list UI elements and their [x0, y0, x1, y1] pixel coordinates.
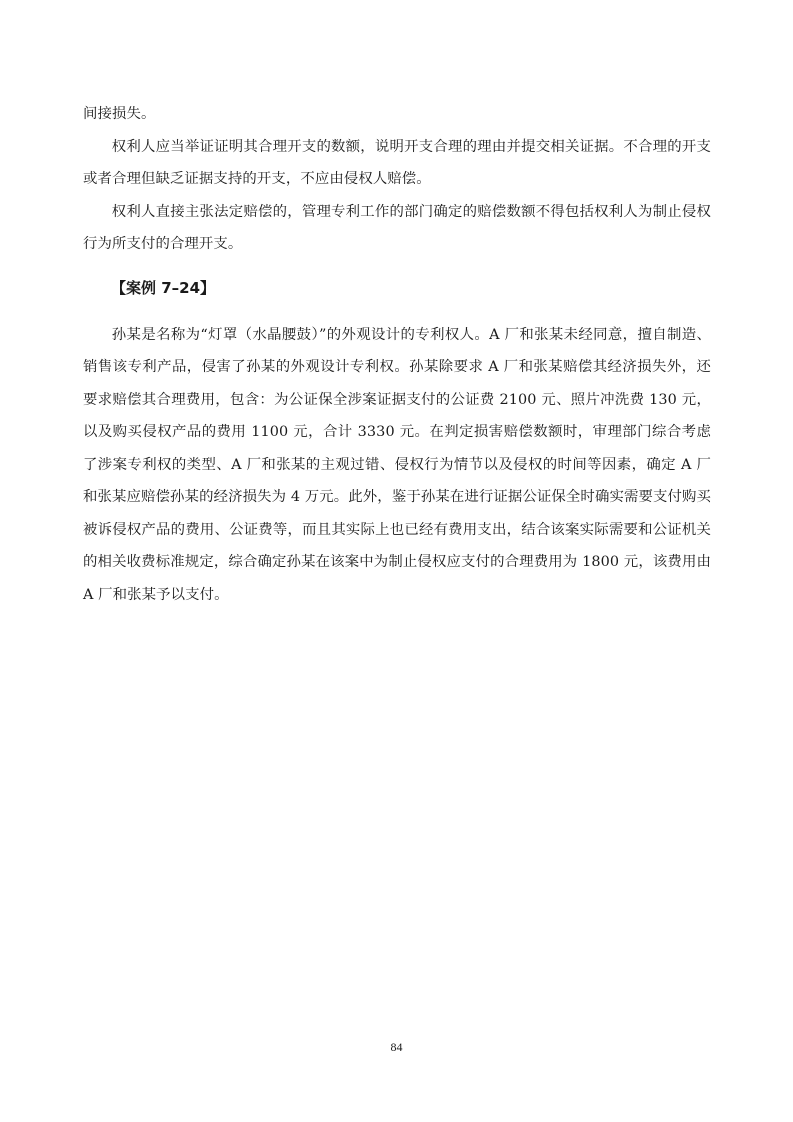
case-paragraph: 孙某是名称为“灯罩（水晶腰鼓）”的外观设计的专利权人。A 厂和张某未经同意，擅自制造、销售该专利产品，侵害了孙某的外观设计专利权。孙某除要求 A 厂和张某赔偿其经济损失外，还要求赔偿其合理费用，包含：为公证保全涉案证据支付的公证费 2100 元、照片冲洗费 130 元，以及购买侵权产品的费用 1100 元，合计 3330 元。在判定损害赔偿数额时，审理部门综合考虑了涉案专利权的类型、A 厂和张某的主观过错、侵权行为情节以及侵权的时间等因素，确定 A 厂和张某应赔偿孙某的经济损失为 4 万元。此外，鉴于孙某在进行证据公证保全时确实需要支付购买被诉侵权产品的费用、公证费等，而且其实际上也已经有费用支出，结合该案实际需要和公证机关的相关收费标准规定，综合确定孙某在该案中为制止侵权应支付的合理费用为 1800 元，该费用由 A 厂和张某予以支付。 [83, 326, 711, 603]
paragraph-continuation: 间接损失。 [83, 106, 156, 122]
paragraph-statutory-damages: 权利人直接主张法定赔偿的，管理专利工作的部门确定的赔偿数额不得包括权利人为制止侵权行为所支付的合理开支。 [83, 203, 711, 252]
paragraph-reasonable-expenses: 权利人应当举证证明其合理开支的数额，说明开支合理的理由并提交相关证据。不合理的开支或者合理但缺乏证据支持的开支，不应由侵权人赔偿。 [83, 138, 711, 187]
page-number: 84 [390, 1040, 403, 1054]
page-content [83, 98, 711, 611]
case-heading: 【案例 7–24】 [111, 278, 216, 297]
